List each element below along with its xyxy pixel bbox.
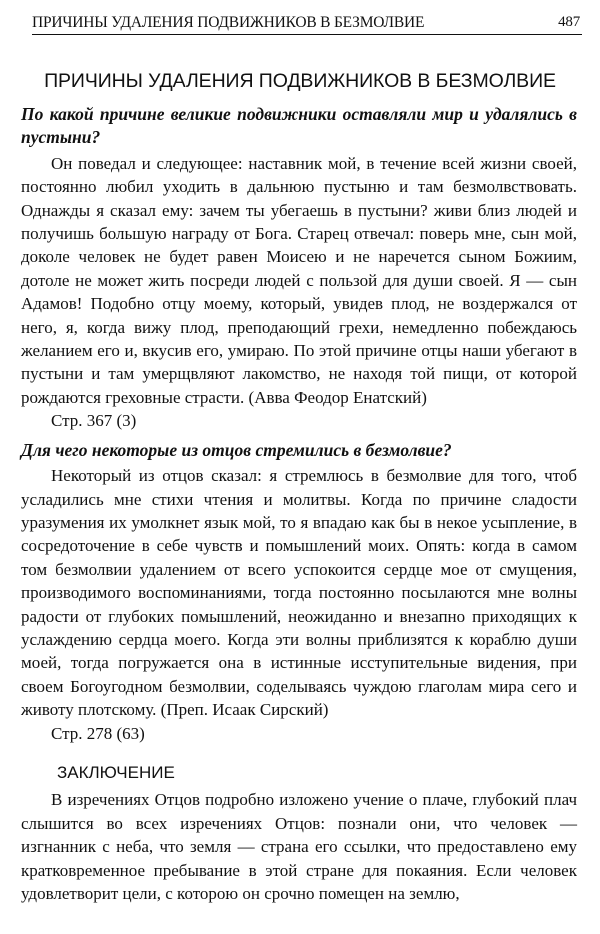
section-heading: ЗАКЛЮЧЕНИЕ: [57, 762, 175, 782]
chapter-title: ПРИЧИНЫ УДАЛЕНИЯ ПОДВИЖНИКОВ В БЕЗМОЛВИЕ: [44, 70, 556, 92]
page-body: [21, 103, 577, 905]
page-reference: Стр. 367 (3): [51, 411, 137, 431]
page-reference: Стр. 278 (63): [51, 723, 145, 743]
paragraph: Некоторый из отцов сказал: я стремлюсь в безмолвие для того, чтоб усладились мне стихи чтения и молитвы. Когда по причине сладости уразумения их умолкнет язык мой, то я впадаю как бы в некое усыпление, в сосредоточение в себе чувств и помышлений моих. Опять: когда в самом том безмолвии удалением от всего успокоится сердце мое от смущения, производимого воспоминаниями, тогда постоянно посылаются мне волны радости от глубоких помышлений, неожиданно и внезапно приходящих к услаждению сердца моего. Когда эти волны приблизятся к кораблю души моей, тогда погружается она в истинные исступительные видения, при своем Богоугодном безмолвии, соделываясь чуждою глаголам мира сего и животу плотскому. (Преп. Исаак Сирский): [21, 466, 577, 720]
question-heading: Для чего некоторые из отцов стремились в безмолвие?: [21, 439, 452, 460]
running-head-title: ПРИЧИНЫ УДАЛЕНИЯ ПОДВИЖНИКОВ В БЕЗМОЛВИЕ: [32, 14, 425, 31]
paragraph: В изречениях Отцов подробно изложено учение о плаче, глубокий плач слышится во всех изречениях Отцов: познали они, что человек — изгнанник с неба, что земля — страна его ссылки, что предоставлено ему кратковременное пребывание в этой стране для покаяния. Если человек удовлетворит цели, с которою он срочно помещен на землю,: [21, 790, 577, 903]
running-head: [32, 10, 582, 35]
paragraph: Он поведал и следующее: наставник мой, в течение всей жизни своей, постоянно любил уходить в дальнюю пустыню и там безмолвствовать. Однажды я сказал ему: зачем ты убегаешь в пустыни? живи близ людей и получишь большую награду от Бога. Старец отвечал: поверь мне, сын мой, доколе человек не будет равен Моисею и не наречется сыном Божиим, дотоле не может жить посреди людей с пользой для души своей. Я — сын Адамов! Подобно отцу моему, который, увидев плод, не воздержался от него, я, когда вижу плод, преподающий грехи, немедленно побеждаюсь желанием его и, вкусив его, умираю. По этой причине отцы наши убегают в пустыни и там умерщвляют лакомство, не находя той пищи, от которой рождаются греховные страсти. (Авва Феодор Енатский): [21, 153, 577, 407]
question-heading: По какой причине великие подвижники оставляли мир и удалялись в пустыни?: [21, 104, 577, 148]
page-number: 487: [558, 14, 580, 30]
